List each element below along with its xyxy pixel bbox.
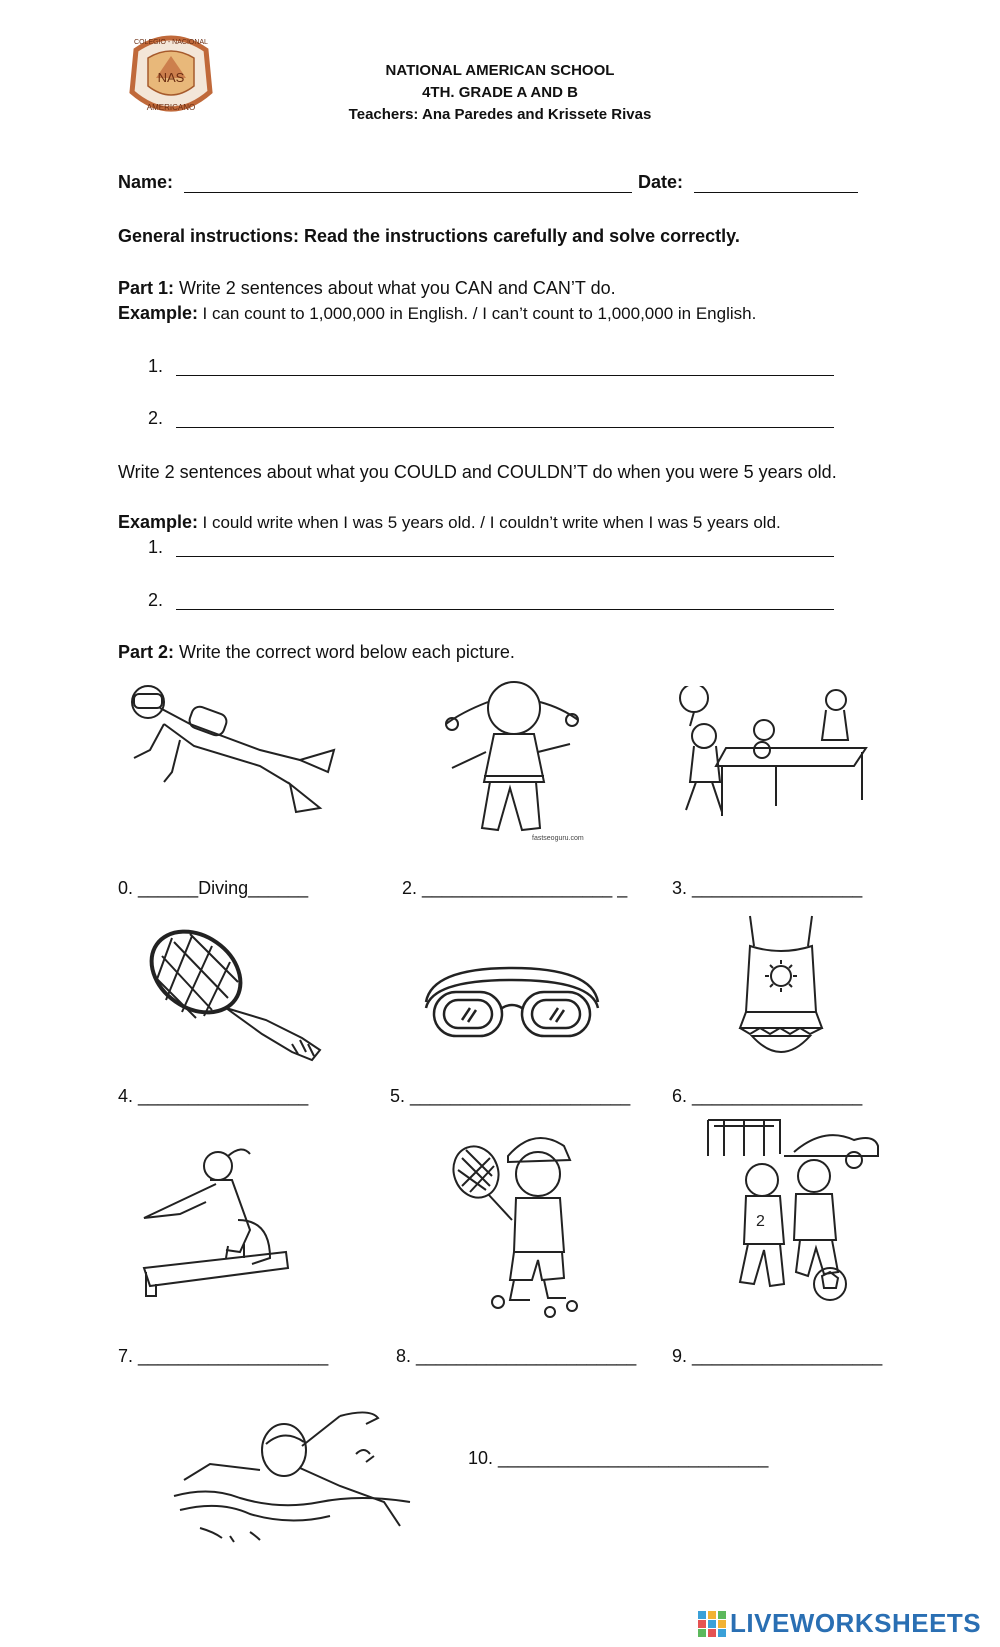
answer-7-field[interactable]: ___________________ [138,1346,329,1366]
name-label: Name: [118,172,174,192]
example-label: Example: [118,303,199,323]
liveworksheets-logo-icon [698,1611,726,1637]
tennis-boy-illustration [452,1128,592,1318]
karate-girl-illustration [432,672,592,842]
answer-6-field[interactable]: _________________ [692,1086,863,1106]
logo-bottom-text: AMERICANO [146,103,196,112]
answer-number: 7. [118,1346,134,1366]
answer-number: 10. [468,1448,494,1468]
answer-number: 6. [672,1086,688,1106]
name-field[interactable] [184,192,632,193]
answer-number: 0. [118,878,134,898]
part1-answer-line-2[interactable] [176,427,834,428]
example-text-2: I could write when I was 5 years old. / I couldn’t write when I was 5 years old. [202,513,781,532]
answer-3-field[interactable]: _________________ [692,878,863,898]
teachers-line: Teachers: Ana Paredes and Krissete Rivas [348,106,652,123]
answer-2-field[interactable]: ___________________ _ [422,878,628,898]
date-field[interactable] [694,192,858,193]
part1-item-number: 2. [148,408,164,428]
answer-number: 4. [118,1086,134,1106]
example-text: I can count to 1,000,000 in English. / I can’t count to 1,000,000 in English. [202,304,757,323]
svg-text:2: 2 [756,1213,765,1230]
part1-item-number: 1. [148,356,164,376]
date-label: Date: [638,172,684,192]
part1b-item-number: 2. [148,590,164,610]
school-name: NATIONAL AMERICAN SCHOOL [385,62,615,79]
part1-instruction: Write 2 sentences about what you CAN and CAN’T do. [179,278,616,298]
part1-answer-line-1[interactable] [176,375,834,376]
answer-number: 5. [390,1086,406,1106]
part1-label: Part 1: [118,278,175,298]
answer-number: 2. [402,878,418,898]
swimsuit-illustration [736,912,826,1066]
part2-instruction: Write the correct word below each picture. [179,642,515,662]
answer-10-field[interactable]: ___________________________ [498,1448,769,1468]
answer-5-field[interactable]: ______________________ [410,1086,631,1106]
answer-0-text[interactable]: ______Diving______ [138,878,309,898]
grade-line: 4TH. GRADE A AND B [422,84,578,101]
answer-number: 8. [396,1346,412,1366]
part1-instruction-2: Write 2 sentences about what you COULD and COULDN’T do when you were 5 years old. [118,462,837,482]
example-label-2: Example: [118,512,199,532]
answer-8-field[interactable]: ______________________ [416,1346,637,1366]
liveworksheets-wordmark: LIVEWORKSHEETS [730,1608,982,1638]
swimmer-illustration [170,1406,420,1546]
logo-center-text: NAS [157,70,185,85]
school-logo [126,30,216,118]
part2-label: Part 2: [118,642,175,662]
gymnast-illustration [140,1140,300,1300]
diver-illustration [120,680,340,820]
answer-9-field[interactable]: ___________________ [692,1346,883,1366]
karate-credit: fastseoguru.com [532,835,584,842]
answer-4-field[interactable]: _________________ [138,1086,309,1106]
part1b-item-number: 1. [148,537,164,557]
logo-top-text: COLEGIO - NACIONAL [134,39,208,46]
part1b-answer-line-1[interactable] [176,556,834,557]
answer-number: 3. [672,878,688,898]
part1b-answer-line-2[interactable] [176,609,834,610]
answer-number: 9. [672,1346,688,1366]
general-instructions: General instructions: Read the instructions carefully and solve correctly. [118,226,740,246]
soccer-illustration [704,1116,880,1302]
ping-pong-illustration [676,686,876,822]
swim-goggles-illustration [422,962,602,1040]
liveworksheets-brand [698,1608,981,1639]
tennis-racket-illustration [142,926,332,1064]
